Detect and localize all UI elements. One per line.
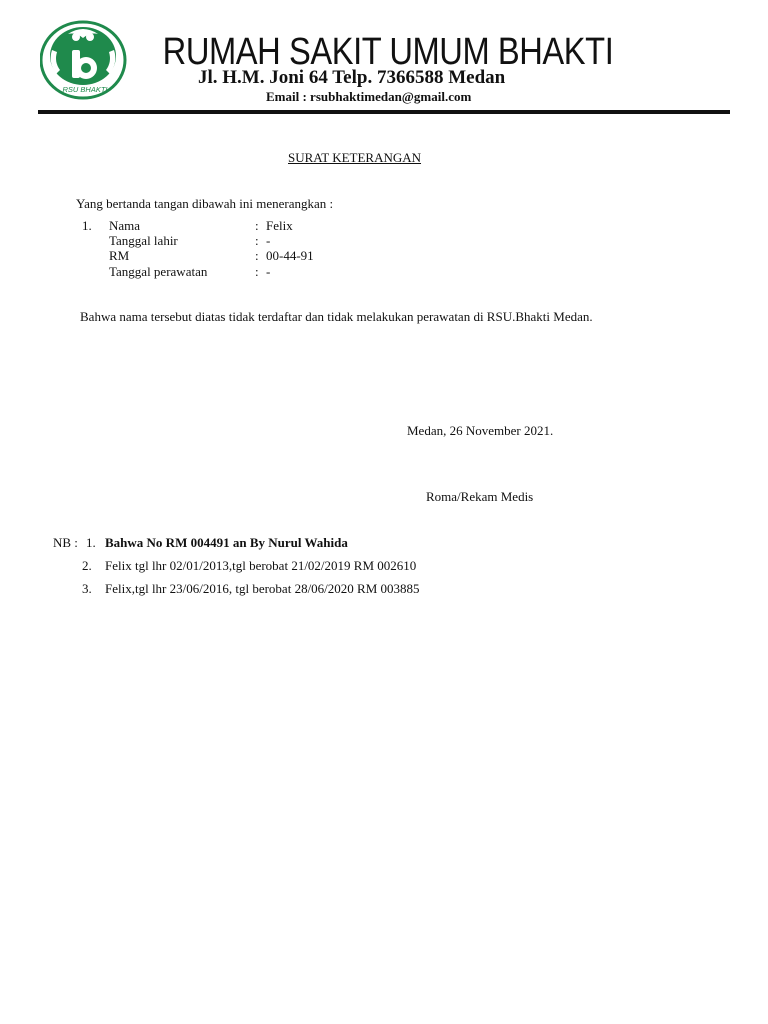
note-item-1: Bahwa No RM 004491 an By Nurul Wahida xyxy=(105,535,348,550)
field-label-tanggal-lahir: Tanggal lahir xyxy=(109,233,178,248)
field-sep: : xyxy=(255,218,259,233)
field-sep: : xyxy=(255,248,259,263)
field-label-tanggal-perawatan: Tanggal perawatan xyxy=(109,264,208,279)
notes-prefix: NB : xyxy=(53,535,78,550)
note-item-3: Felix,tgl lhr 23/06/2016, tgl berobat 28/06/2020 RM 003885 xyxy=(105,581,420,596)
note-number: 3. xyxy=(82,581,92,596)
note-number: 2. xyxy=(82,558,92,573)
intro-text: Yang bertanda tangan dibawah ini menerangkan : xyxy=(76,196,334,211)
signatory: Roma/Rekam Medis xyxy=(426,489,534,504)
field-value-tanggal-perawatan: - xyxy=(266,264,271,279)
note-number: 1. xyxy=(86,535,96,550)
field-value-rm: 00-44-91 xyxy=(266,248,314,263)
header-divider xyxy=(38,110,730,114)
item-number: 1. xyxy=(82,218,92,233)
hospital-name: RUMAH SAKIT UMUM BHAKTI xyxy=(162,31,614,73)
document-title: SURAT KETERANGAN xyxy=(288,150,422,165)
field-value-nama: Felix xyxy=(266,218,293,233)
note-item-2: Felix tgl lhr 02/01/2013,tgl berobat 21/02/2019 RM 002610 xyxy=(105,558,417,573)
field-label-nama: Nama xyxy=(109,218,141,233)
statement-text: Bahwa nama tersebut diatas tidak terdaftar dan tidak melakukan perawatan di RSU.Bhakti Medan. xyxy=(80,309,593,324)
place-date: Medan, 26 November 2021. xyxy=(407,423,554,438)
field-sep: : xyxy=(255,264,259,279)
field-label-rm: RM xyxy=(109,248,130,263)
field-sep: : xyxy=(255,233,259,248)
hospital-email: Email : rsubhaktimedan@gmail.com xyxy=(266,89,472,104)
logo-caption: RSU BHAKTI xyxy=(62,85,108,94)
field-value-tanggal-lahir: - xyxy=(266,233,271,248)
hospital-address: Jl. H.M. Joni 64 Telp. 7366588 Medan xyxy=(198,67,506,88)
